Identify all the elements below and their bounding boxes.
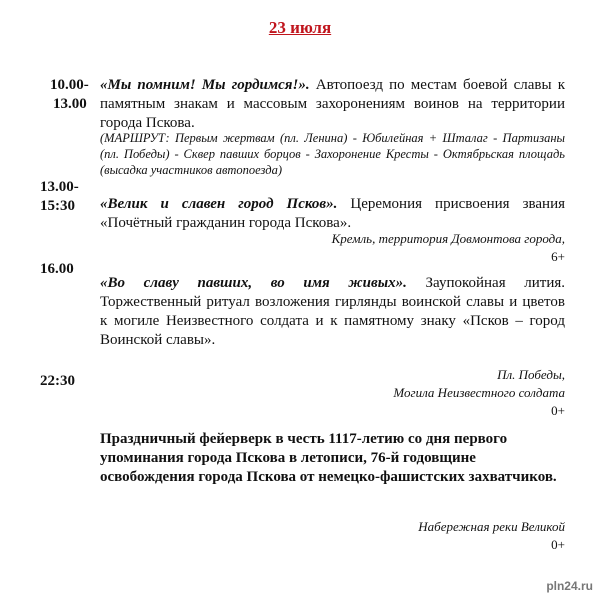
event-3-description: Заупокойная лития. Торжественный ритуал возложения гирлянды воинской славы и цветов к могиле Неизвестного солдата и к памятному знаку «Псков – город Воинской славы». — [100, 275, 565, 348]
event-4-age: 0+ — [551, 537, 565, 552]
watermark: pln24.ru — [543, 578, 596, 594]
event-2-venue — [95, 230, 565, 266]
event-3-age: 0+ — [551, 403, 565, 418]
event-2-venue-line1: Кремль, территория Довмонтова города, — [331, 231, 565, 246]
event-2-age: 6+ — [551, 249, 565, 264]
event-1-time-start: 10.00- — [50, 77, 89, 93]
event-3-venue — [95, 366, 565, 420]
event-2-time-start: 13.00- — [40, 179, 79, 195]
event-3-body — [100, 274, 565, 350]
event-3-venue-line2: Могила Неизвестного солдата — [393, 385, 565, 400]
event-1-title: «Мы помним! Мы гордимся!». — [100, 77, 310, 93]
event-2-description: Церемония присвоения звания «Почётный гражданин города Пскова». — [100, 196, 565, 231]
event-1-body — [100, 76, 565, 133]
event-4-time: 22:30 — [40, 373, 75, 389]
event-2-title: «Велик и славен город Псков». — [100, 196, 338, 212]
event-1-time-end: 13.00 — [53, 96, 87, 112]
event-1-route: (МАРШРУТ: Первым жертвам (пл. Ленина) - Юбилейная + Шталаг - Партизаны (пл. Победы) - Сквер павших борцов - Захоронение Кресты - Октябрьская площадь (высадка участников автопоезда) — [100, 131, 565, 177]
event-2-time-end: 15:30 — [40, 198, 75, 214]
event-2-time — [40, 178, 79, 216]
event-4-venue — [95, 518, 565, 554]
date-heading: 23 июля — [268, 18, 332, 37]
event-4-description: Праздничный фейерверк в честь 1117-летию со дня первого упоминания города Пскова в летописи, 76-й годовщине освобождения города Пскова от немецко-фашистских захватчиков. — [100, 431, 557, 485]
event-1-time — [50, 76, 89, 114]
event-3-title: «Во славу павших, во имя живых». — [100, 275, 407, 291]
event-1-description: Автопоезд по местам боевой славы к памятным знакам и массовым захоронениям воинов на территории города Пскова. — [100, 77, 565, 131]
event-3-venue-line1: Пл. Победы, — [497, 367, 565, 382]
event-4-venue-line1: Набережная реки Великой — [418, 519, 565, 534]
event-2-body — [100, 195, 565, 233]
event-3-time: 16.00 — [40, 261, 74, 277]
